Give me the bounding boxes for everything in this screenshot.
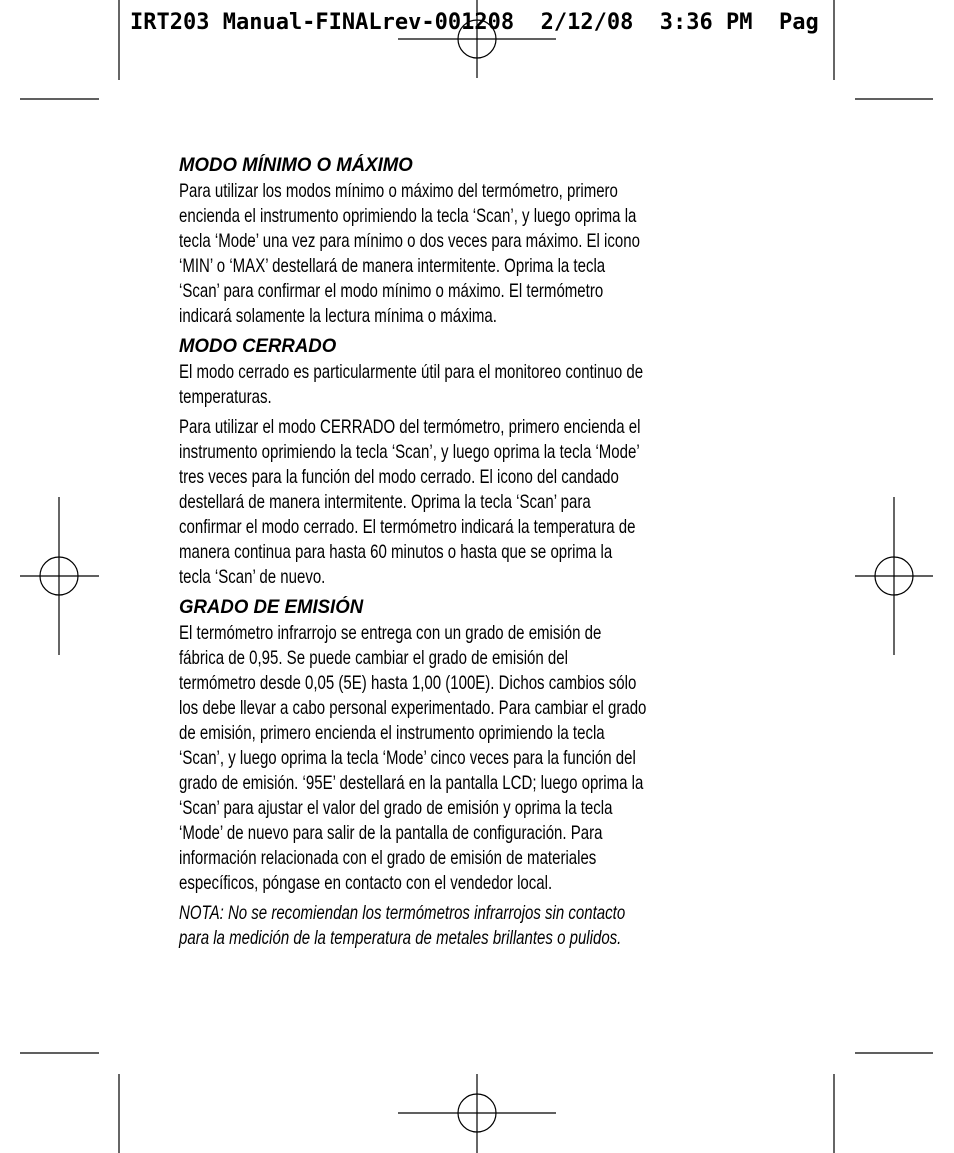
note-line: NOTA: No se recomiendan los termómetros infrarrojos sin contacto bbox=[179, 902, 626, 924]
print-slug-header: IRT203 Manual-FINALrev-001208 2/12/08 3:36 PM Pag bbox=[130, 10, 819, 35]
text-line: tecla ‘Mode’ una vez para mínimo o dos veces para máximo. El icono bbox=[179, 230, 640, 252]
text-line: Para utilizar los modos mínimo o máximo del termómetro, primero bbox=[179, 180, 618, 202]
manual-page-content bbox=[179, 153, 779, 956]
text-line: confirmar el modo cerrado. El termómetro indicará la temperatura de bbox=[179, 516, 636, 538]
registration-mark-bottom bbox=[398, 1074, 556, 1153]
text-line: tres veces para la función del modo cerrado. El icono del candado bbox=[179, 466, 619, 488]
text-line: destellará de manera intermitente. Oprima la tecla ‘Scan’ para bbox=[179, 491, 591, 513]
text-line: indicará solamente la lectura mínima o máxima. bbox=[179, 305, 497, 327]
section-emissivity bbox=[179, 595, 779, 951]
registration-mark-left bbox=[20, 497, 99, 655]
paragraph bbox=[179, 621, 780, 896]
text-line: encienda el instrumento oprimiendo la tecla ‘Scan’, y luego oprima la bbox=[179, 205, 637, 227]
text-line: El modo cerrado es particularmente útil para el monitoreo continuo de bbox=[179, 361, 644, 383]
paragraph bbox=[179, 360, 780, 410]
note-paragraph bbox=[179, 901, 780, 951]
registration-mark-right bbox=[855, 497, 933, 655]
text-line: fábrica de 0,95. Se puede cambiar el grado de emisión del bbox=[179, 647, 568, 669]
section-heading: MODO CERRADO bbox=[179, 336, 337, 357]
text-line: ‘Mode’ de nuevo para salir de la pantalla de configuración. Para bbox=[179, 822, 603, 844]
section-locked-mode bbox=[179, 334, 779, 590]
text-line: ‘Scan’ para confirmar el modo mínimo o máximo. El termómetro bbox=[179, 280, 604, 302]
text-line: El termómetro infrarrojo se entrega con un grado de emisión de bbox=[179, 622, 602, 644]
registration-mark-top bbox=[398, 0, 556, 78]
paragraph bbox=[179, 179, 780, 329]
note-line: para la medición de la temperatura de metales brillantes o pulidos. bbox=[179, 927, 622, 949]
section-heading: GRADO DE EMISIÓN bbox=[179, 597, 364, 618]
text-line: tecla ‘Scan’ de nuevo. bbox=[179, 566, 326, 588]
text-line: ‘Scan’ para ajustar el valor del grado de emisión y oprima la tecla bbox=[179, 797, 613, 819]
paragraph bbox=[179, 415, 780, 590]
text-line: grado de emisión. ‘95E’ destellará en la pantalla LCD; luego oprima la bbox=[179, 772, 644, 794]
text-line: ‘Scan’, y luego oprima la tecla ‘Mode’ cinco veces para la función del bbox=[179, 747, 636, 769]
text-line: los debe llevar a cabo personal experimentado. Para cambiar el grado bbox=[179, 697, 647, 719]
text-line: Para utilizar el modo CERRADO del termómetro, primero encienda el bbox=[179, 416, 641, 438]
text-line: específicos, póngase en contacto con el vendedor local. bbox=[179, 872, 553, 894]
text-line: temperaturas. bbox=[179, 386, 272, 408]
section-min-max-mode bbox=[179, 153, 779, 329]
text-line: instrumento oprimiendo la tecla ‘Scan’, y luego oprima la tecla ‘Mode’ bbox=[179, 441, 640, 463]
text-line: de emisión, primero encienda el instrumento oprimiendo la tecla bbox=[179, 722, 605, 744]
text-line: información relacionada con el grado de emisión de materiales bbox=[179, 847, 597, 869]
section-heading: MODO MÍNIMO O MÁXIMO bbox=[179, 155, 413, 176]
text-line: manera continua para hasta 60 minutos o hasta que se oprima la bbox=[179, 541, 613, 563]
text-line: ‘MIN’ o ‘MAX’ destellará de manera intermitente. Oprima la tecla bbox=[179, 255, 606, 277]
text-line: termómetro desde 0,05 (5E) hasta 1,00 (100E). Dichos cambios sólo bbox=[179, 672, 637, 694]
